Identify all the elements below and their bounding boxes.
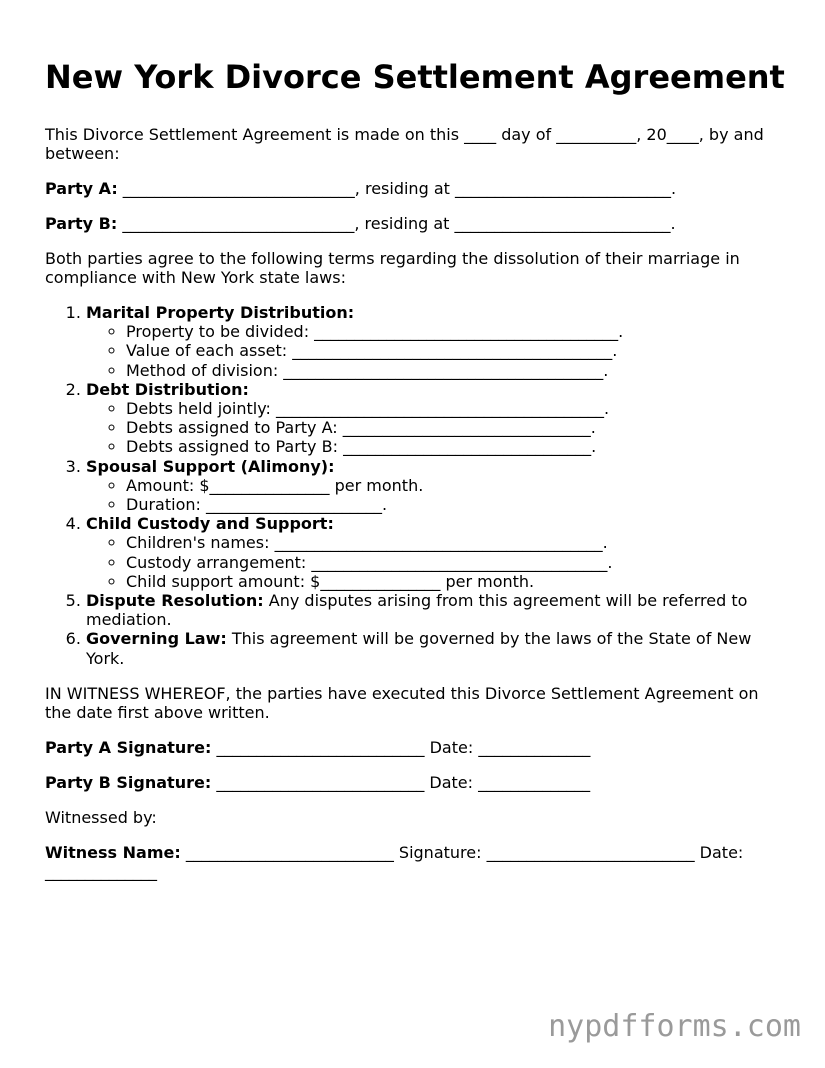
page-title: New York Divorce Settlement Agreement xyxy=(45,58,785,96)
party-b-signature-fields: __________________________ Date: ______________ xyxy=(211,772,591,792)
witness-line xyxy=(45,843,785,881)
party-b-line xyxy=(45,214,785,233)
party-a-signature-label: Party A Signature: xyxy=(45,737,212,757)
party-b-signature-line xyxy=(45,773,785,792)
term-title: Child Custody and Support: xyxy=(86,514,334,534)
term-title: Spousal Support (Alimony): xyxy=(86,456,335,476)
agreement-paragraph: Both parties agree to the following terms regarding the dissolution of their marriage in compliance with New York state laws: xyxy=(45,249,740,287)
term-subitem: ◦ Amount: $_______________ per month. xyxy=(126,476,785,495)
term-subitem: ◦ Debts assigned to Party B: _______________________________. xyxy=(126,437,785,456)
term-title: Dispute Resolution: xyxy=(86,591,264,611)
party-a-label: Party A: xyxy=(45,179,118,198)
witness-fields: __________________________ Signature: __________________________ Date: ______________ xyxy=(45,842,744,881)
party-a-line xyxy=(45,179,785,198)
term-subitem: ◦ Debts held jointly: _________________________________________. xyxy=(126,399,785,418)
party-b-fields: _____________________________, residing at ___________________________. xyxy=(117,214,676,233)
witnessed-by-text: Witnessed by: xyxy=(45,807,157,827)
term-subitem: ◦ Duration: ______________________. xyxy=(126,495,785,514)
term-sublist xyxy=(86,322,785,380)
term-item xyxy=(86,303,785,380)
term-text: This agreement will be governed by the laws of the State of New York. xyxy=(86,629,752,668)
term-subitem: ◦ Method of division: ________________________________________. xyxy=(126,361,785,380)
term-subitem: ◦ Debts assigned to Party A: _______________________________. xyxy=(126,418,785,437)
party-b-signature-label: Party B Signature: xyxy=(45,772,212,792)
term-subitem: ◦ Child support amount: $_______________ per month. xyxy=(126,572,785,591)
party-a-fields: _____________________________, residing at ___________________________. xyxy=(117,179,677,198)
witness-name-label: Witness Name: xyxy=(45,842,181,862)
terms-list xyxy=(45,303,785,668)
party-a-signature-fields: __________________________ Date: ______________ xyxy=(211,737,591,757)
term-item xyxy=(86,591,785,629)
term-item xyxy=(86,457,785,515)
witness-whereof-paragraph: IN WITNESS WHEREOF, the parties have executed this Divorce Settlement Agreement on the date first above written. xyxy=(45,683,759,722)
watermark-footer: nypdfforms.com xyxy=(548,1009,801,1044)
intro-paragraph: This Divorce Settlement Agreement is made on this ____ day of __________, 20____, by and between: xyxy=(45,125,764,163)
document-page xyxy=(45,58,785,897)
term-subitem: ◦ Value of each asset: ________________________________________. xyxy=(126,341,785,360)
term-sublist xyxy=(86,476,785,514)
term-title: Debt Distribution: xyxy=(86,379,249,399)
term-title: Marital Property Distribution: xyxy=(86,303,355,322)
party-a-signature-line xyxy=(45,738,785,757)
term-item xyxy=(86,380,785,457)
term-sublist xyxy=(86,399,785,457)
term-text: Any disputes arising from this agreement will be referred to mediation. xyxy=(86,591,748,630)
term-item xyxy=(86,629,785,667)
party-b-label: Party B: xyxy=(45,214,118,233)
term-sublist xyxy=(86,533,785,591)
term-item xyxy=(86,514,785,591)
term-subitem: ◦ Children's names: _________________________________________. xyxy=(126,533,785,552)
term-subitem: ◦ Property to be divided: ______________________________________. xyxy=(126,322,785,341)
term-title: Governing Law: xyxy=(86,629,227,649)
term-subitem: ◦ Custody arrangement: _____________________________________. xyxy=(126,553,785,572)
